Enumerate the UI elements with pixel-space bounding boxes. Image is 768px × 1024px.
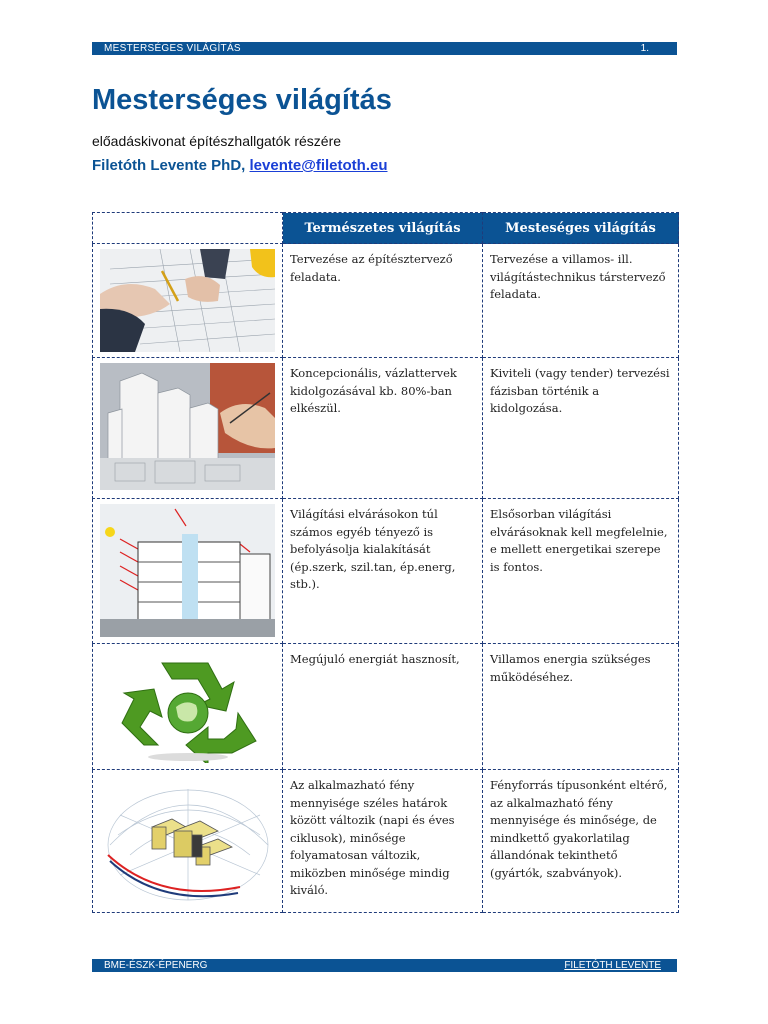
- running-title: MESTERSÉGES VILÁGÍTÁS: [104, 43, 241, 54]
- author-line: [92, 157, 388, 174]
- architect-drawing-plans-photo: [100, 249, 275, 352]
- building-section-daylight-diagram: [100, 504, 275, 637]
- header-natural: Természetes világítás: [283, 213, 483, 244]
- author-email-link[interactable]: levente@filetoth.eu: [249, 157, 388, 174]
- footer-author-link[interactable]: FILETÓTH LEVENTE: [564, 960, 661, 971]
- table-row: [93, 644, 679, 770]
- document-subtitle: előadáskivonat építészhallgatók részére: [92, 133, 342, 149]
- table-row: [93, 499, 679, 644]
- artificial-cell: Villamos energia szükséges működéséhez.: [483, 644, 679, 770]
- table-row: [93, 244, 679, 358]
- header-artificial: Mesteséges világítás: [483, 213, 679, 244]
- artificial-cell: Tervezése a villamos- ill. világítástechnikus társtervező feladata.: [483, 244, 679, 358]
- author-name: Filetóth Levente PhD,: [92, 157, 250, 174]
- natural-cell: Tervezése az építésztervező feladata.: [283, 244, 483, 358]
- running-header: [92, 42, 677, 55]
- building-model-sketch-photo: [100, 363, 275, 490]
- table-row: [93, 770, 679, 913]
- artificial-cell: Fényforrás típusonként eltérő, az alkalmazható fény mennyisége és minősége, de mindkettő gyakorlatilag állandónak tekinthető (gyártók, szabványok).: [483, 770, 679, 913]
- comparison-table: [92, 212, 679, 913]
- page-number: 1.: [640, 43, 649, 54]
- document-title: Mesterséges világítás: [92, 84, 392, 116]
- natural-cell: Koncepcionális, vázlattervek kidolgozásával kb. 80%-ban elkészül.: [283, 358, 483, 499]
- table-header-row: [93, 213, 679, 244]
- artificial-cell: Kiviteli (vagy tender) tervezési fázisban történik a kidolgozása.: [483, 358, 679, 499]
- green-recycle-globe-icon: [100, 649, 275, 763]
- table-row: [93, 358, 679, 499]
- natural-cell: Az alkalmazható fény mennyisége széles határok között változik (napi és éves ciklusok), minősége folyamatosan változik, miközben minősége mindig kiváló.: [283, 770, 483, 913]
- natural-cell: Megújuló energiát hasznosít,: [283, 644, 483, 770]
- running-footer: [92, 959, 677, 972]
- footer-department: BME-ÉSZK-ÉPENERG: [104, 960, 208, 971]
- header-blank-cell: [93, 213, 283, 244]
- artificial-cell: Elsősorban világítási elvárásoknak kell megfelelnie, e mellett energetikai szerepe is fontos.: [483, 499, 679, 644]
- sun-path-diagram: [100, 775, 275, 906]
- natural-cell: Világítási elvárásokon túl számos egyéb tényező is befolyásolja kialakítását (ép.szerk, szil.tan, ép.energ, stb.).: [283, 499, 483, 644]
